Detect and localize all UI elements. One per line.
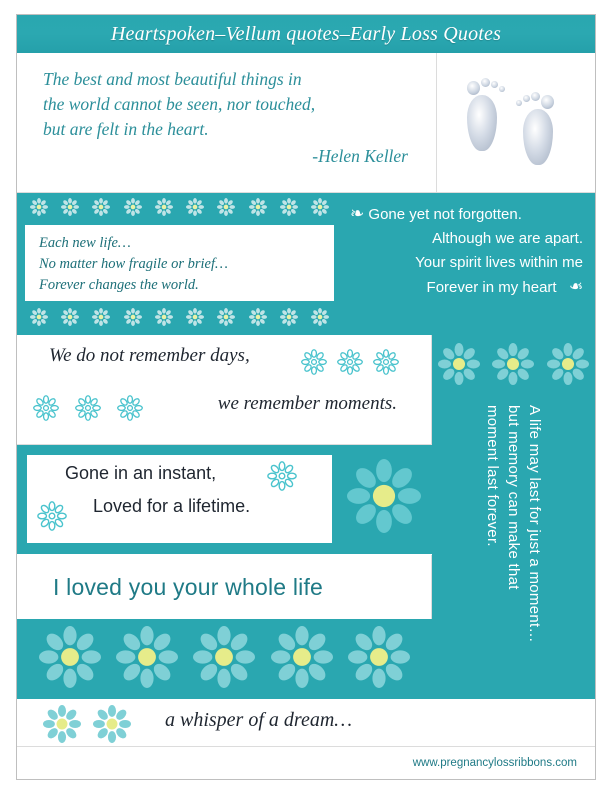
daisy-icon [347,459,421,538]
quote-card-each-new-life [17,193,342,335]
daisy-icon [217,198,235,221]
daisy-cluster-lower [33,395,143,426]
daisy-icon [124,308,142,331]
daisy-row-band [17,619,432,699]
title-banner [17,15,595,53]
daisy-icon [37,501,67,536]
keller-line-2: the world cannot be seen, nor touched, [43,94,316,114]
daisy-icon [61,198,79,221]
life-moment-line-3: moment last forever. [484,405,501,547]
life-moment-line-1: A life may last for just a moment… [526,405,543,643]
daisy-icon [492,343,534,390]
gone-instant-line-2: Loved for a lifetime. [93,496,251,516]
quote-card-whole-life [17,555,432,619]
quote-card-life-may-last [432,335,595,699]
daisy-icon [348,626,410,693]
keller-attribution: -Helen Keller [312,146,408,166]
daisy-icon [33,395,59,426]
daisy-icon [155,308,173,331]
gone-line-2: Although we are apart. [432,230,583,247]
whole-life-line-1: I loved you your whole life [53,573,324,600]
each-new-life-line-3: Forever changes the world. [39,277,199,293]
gone-line-3: Your spirit lives within me [415,254,583,271]
daisy-icon [267,461,297,496]
daisy-icon [93,705,131,748]
life-moment-line-2: but memory can make that [505,405,522,590]
footer [17,747,595,779]
daisy-icon [30,308,48,331]
gone-instant-card [27,455,332,543]
daisy-icon [249,198,267,221]
keller-line-1: The best and most beautiful things in [43,69,302,89]
quote-card-helen-keller [17,53,437,193]
daisy-icon [271,626,333,693]
quote-card-gone-yet-not-forgotten [342,193,595,335]
daisy-icon [249,308,267,331]
daisy-icon [186,308,204,331]
daisy-icon [193,626,255,693]
gone-line-4-row [350,275,583,300]
remember-days-line-2: we remember moments. [217,393,397,414]
daisy-icon [43,705,81,748]
daisy-icon [311,308,329,331]
daisy-icon [75,395,101,426]
daisy-icon [116,626,178,693]
daisy-icon [301,349,327,380]
daisy-icon [92,308,110,331]
whisper-line-1: a whisper of a dream… [165,709,353,731]
daisy-icon [124,198,142,221]
website-url[interactable]: www.pregnancylossribbons.com [412,757,577,769]
daisy-icon [311,198,329,221]
daisy-icon [186,198,204,221]
daisy-icon [280,308,298,331]
baby-footprints-image [437,53,595,193]
daisy-icon [438,343,480,390]
daisy-icon [547,343,589,390]
daisy-icon [280,198,298,221]
daisy-icon [92,198,110,221]
quote-card-remember-moments [17,335,432,445]
ornament-left-icon: ❧ [350,204,365,223]
each-new-life-card [25,225,334,301]
keller-line-3: but are felt in the heart. [43,119,209,139]
daisy-icon [217,308,235,331]
ornament-right-icon: ❧ [568,277,583,296]
document-frame [16,14,596,780]
flower-row-top [17,198,342,220]
each-new-life-line-1: Each new life… [39,235,131,251]
flower-row-bottom [17,308,342,330]
daisy-icon [337,349,363,380]
daisy-icon [117,395,143,426]
page-title: Heartspoken–Vellum quotes–Early Loss Quotes [110,22,502,45]
vertical-quote [432,405,595,695]
gone-line-1: Gone yet not forgotten. [368,206,522,223]
daisy-icon [61,308,79,331]
quote-card-gone-in-an-instant [17,445,432,555]
daisy-cluster-upper [301,349,399,380]
remember-days-line-1: We do not remember days, [49,345,250,366]
daisy-icon [30,198,48,221]
daisy-icon [155,198,173,221]
footprint-left-icon [461,73,507,165]
quote-card-whisper [17,699,595,747]
gone-line-1-row [350,202,583,227]
each-new-life-line-2: No matter how fragile or brief… [39,256,228,272]
footprint-right-icon [515,87,563,179]
gone-line-4: Forever in my heart [426,279,557,296]
gone-instant-line-1: Gone in an instant, [65,463,217,483]
daisy-icon [39,626,101,693]
daisy-row-right [432,343,595,390]
daisy-icon [373,349,399,380]
